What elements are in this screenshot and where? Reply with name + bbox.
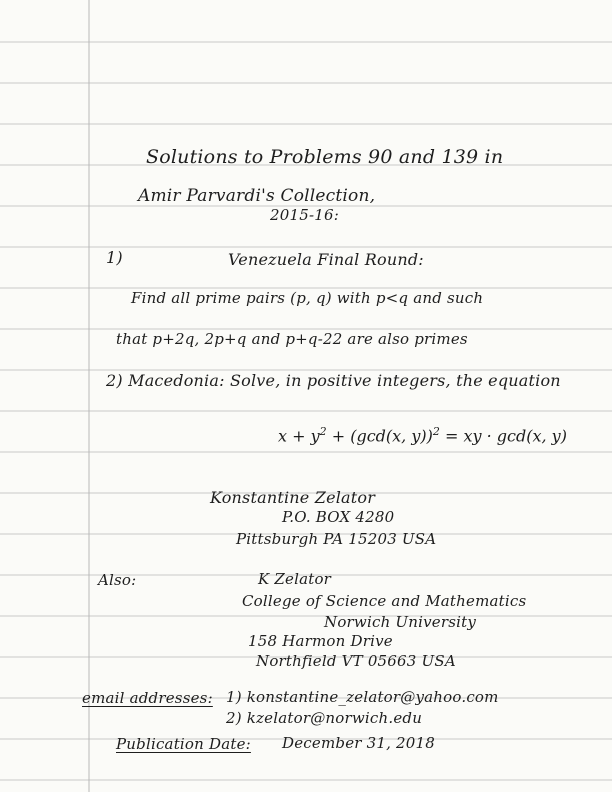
also-label: Also:: [98, 571, 137, 589]
also-line-1: College of Science and Mathematics: [242, 592, 527, 610]
title-line-2: Amir Parvardi's Collection,: [138, 186, 376, 206]
publication-label: Publication Date:: [116, 735, 251, 753]
equation-lhs-mid: + (gcd(x, y)): [326, 426, 433, 446]
also-name: K Zelator: [258, 570, 332, 588]
author-name: Konstantine Zelator: [210, 488, 376, 507]
gcd-exponent: 2: [432, 425, 440, 438]
problem-2-heading: 2) Macedonia: Solve, in positive integers, the equation: [106, 371, 561, 390]
author-address-2: Pittsburgh PA 15203 USA: [236, 530, 437, 548]
email-label: email addresses:: [82, 689, 213, 707]
also-line-3: 158 Harmon Drive: [248, 632, 393, 650]
equation-lhs-start: x + y: [278, 426, 320, 446]
y-exponent: 2: [319, 425, 327, 438]
title-line-1: Solutions to Problems 90 and 139 in: [146, 146, 504, 168]
problem-1-number: 1): [106, 248, 123, 267]
problem-1-line-1: Find all prime pairs (p, q) with p<q and such: [131, 289, 484, 307]
email-item-1: 1) konstantine_zelator@yahoo.com: [226, 688, 499, 706]
problem-1-line-2: that p+2q, 2p+q and p+q-22 are also primes: [116, 330, 468, 348]
email-item-2: 2) kzelator@norwich.edu: [226, 709, 423, 727]
publication-date: December 31, 2018: [282, 734, 436, 752]
author-address-1: P.O. BOX 4280: [282, 508, 395, 526]
equation: [278, 425, 567, 445]
equation-rhs: = xy · gcd(x, y): [439, 426, 567, 446]
title-line-3: 2015-16:: [270, 206, 339, 224]
problem-1-heading: Venezuela Final Round:: [228, 250, 424, 269]
also-line-4: Northfield VT 05663 USA: [256, 652, 456, 670]
also-line-2: Norwich University: [324, 613, 477, 631]
